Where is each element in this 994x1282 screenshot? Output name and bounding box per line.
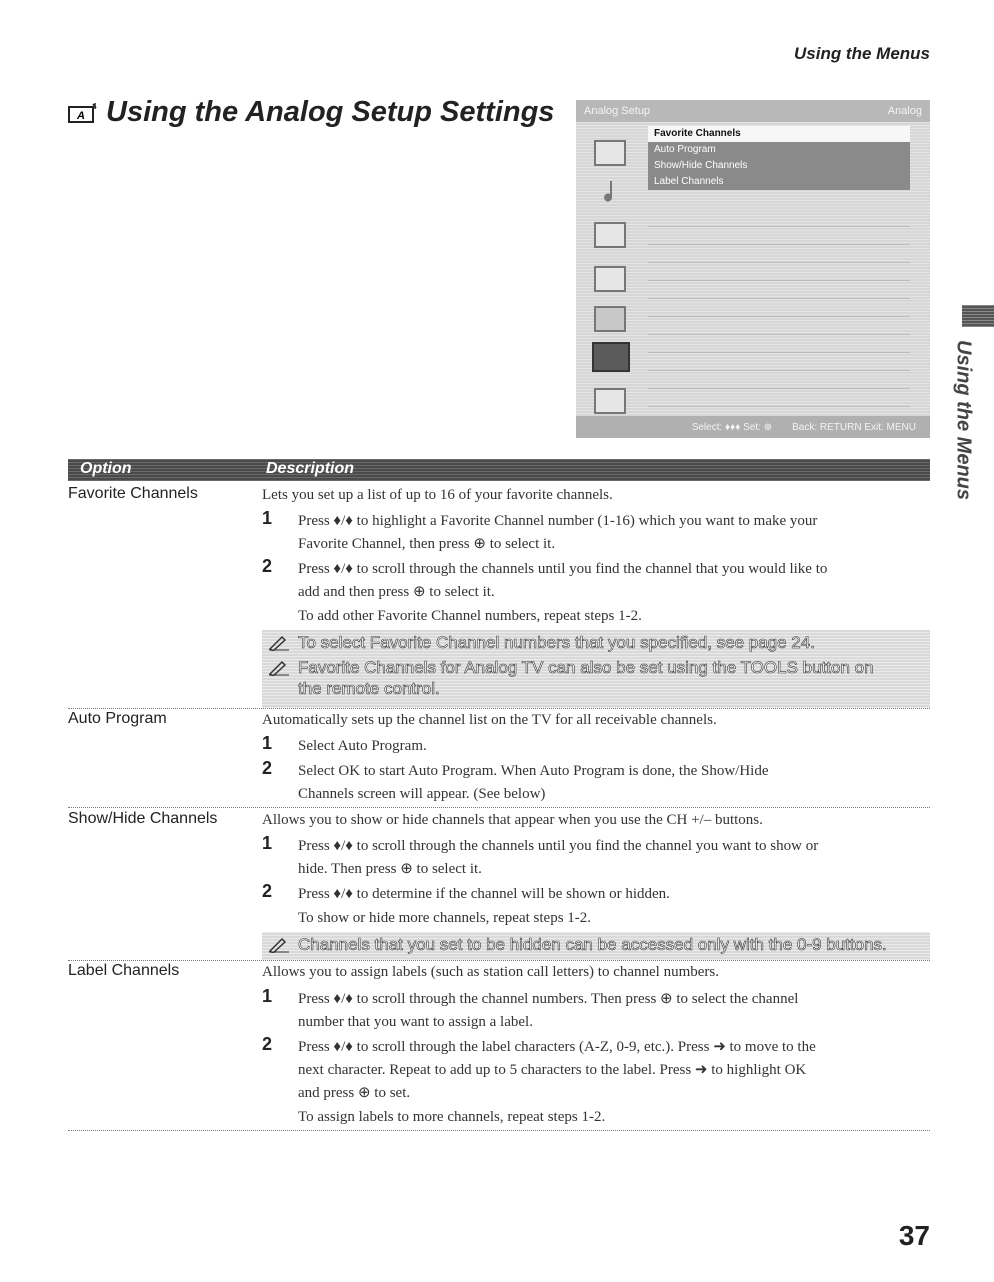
auto-step2-line2: Channels screen will appear. (See below): [298, 786, 546, 802]
page-number: 37: [898, 1220, 930, 1251]
auto-step2-number: 2: [262, 758, 273, 778]
label-step2-line2: next character. Repeat to add up to 5 characters to the label. Press ➜ to highlight OK: [298, 1062, 807, 1078]
showhide-after: To show or hide more channels, repeat steps 1-2.: [298, 910, 592, 926]
auto-step2-line1: Select OK to start Auto Program. When Auto Program is done, the Show/Hide: [298, 763, 769, 779]
favorite-note2: Favorite Channels for Analog TV can also be set using the TOOLS button on the remote control.: [262, 657, 930, 699]
favorite-note1: To select Favorite Channel numbers that you specified, see page 24.: [262, 632, 930, 653]
menu-digital-setup-icon: [594, 388, 626, 414]
header-option: Option: [80, 460, 132, 477]
menu-screen-icon: [594, 222, 626, 248]
menu-top-left: Analog Setup: [584, 105, 651, 117]
menu-setup-icon: [594, 266, 626, 292]
menu-bottom-select: Select: ♦♦♦ Set: ⊕: [691, 421, 773, 433]
side-tab: [950, 340, 976, 500]
row-divider: [68, 960, 930, 961]
row-divider: [68, 708, 930, 709]
favorite-step1-line1: Press ♦/♦ to highlight a Favorite Channel number (1-16) which you want to make your: [298, 513, 818, 529]
label-step1-number: 1: [262, 986, 273, 1006]
favorite-step2-line1: Press ♦/♦ to scroll through the channels until you find the channel that you would like to: [298, 561, 828, 577]
favorite-step2-line2: add and then press ⊕ to select it.: [298, 584, 495, 600]
note-pencil-icon: [268, 935, 290, 953]
menu-item-auto-program: Auto Program: [648, 142, 910, 158]
table-header: [68, 459, 930, 481]
label-step2-number: 2: [262, 1034, 273, 1054]
header-description: Description: [266, 460, 355, 477]
note-pencil-icon: [268, 658, 290, 676]
menu-bottom-back: Back: RETURN Exit: MENU: [792, 421, 916, 433]
row-divider: [68, 807, 930, 808]
favorite-step1-number: 1: [262, 508, 273, 528]
svg-text:A: A: [77, 109, 85, 122]
section-title-text: Using the Analog Setup Settings: [106, 96, 555, 128]
menu-item-label-channels: Label Channels: [648, 174, 910, 190]
auto-step1-line1: Select Auto Program.: [298, 738, 427, 754]
favorite-after: To add other Favorite Channel numbers, repeat steps 1-2.: [298, 608, 642, 624]
side-tab-marker: [962, 305, 994, 327]
menu-sound-icon: [594, 178, 626, 204]
showhide-step1-number: 1: [262, 833, 273, 853]
analog-setup-menu-screenshot: [576, 100, 930, 438]
option-auto-program: Auto Program: [68, 710, 167, 727]
menu-channel-icon: [594, 306, 626, 332]
label-intro: Allows you to assign labels (such as station call letters) to channel numbers.: [262, 964, 719, 980]
option-label-channels: Label Channels: [68, 962, 180, 979]
label-step2-line1: Press ♦/♦ to scroll through the label characters (A-Z, 0-9, etc.). Press ➜ to move to the: [298, 1039, 816, 1055]
menu-item-list: [648, 126, 910, 190]
row-divider: [68, 1130, 930, 1131]
auto-step1-number: 1: [262, 733, 273, 753]
label-step1-line1: Press ♦/♦ to scroll through the channel numbers. Then press ⊕ to select the channel: [298, 991, 799, 1007]
menu-top-bar: [576, 100, 930, 122]
auto-intro: Automatically sets up the channel list on the TV for all receivable channels.: [262, 712, 717, 728]
menu-item-show-hide-channels: Show/Hide Channels: [648, 158, 910, 174]
option-show-hide-channels: Show/Hide Channels: [68, 810, 218, 827]
menu-analog-setup-icon: [592, 342, 630, 372]
label-after: To assign labels to more channels, repeat steps 1-2.: [298, 1109, 606, 1125]
showhide-step2-line1: Press ♦/♦ to determine if the channel will be shown or hidden.: [298, 886, 670, 902]
label-step2-line3: and press ⊕ to set.: [298, 1085, 411, 1101]
favorite-step1-line2: Favorite Channel, then press ⊕ to select it.: [298, 536, 556, 552]
menu-picture-icon: [594, 140, 626, 166]
running-head: Using the Menus: [793, 44, 930, 63]
analog-setup-icon: [68, 102, 98, 124]
menu-item-favorite-channels: Favorite Channels: [648, 126, 910, 142]
option-favorite-channels: Favorite Channels: [68, 485, 198, 502]
showhide-notes: [262, 932, 930, 960]
side-tab-text: Using the Menus: [952, 340, 975, 501]
showhide-step2-number: 2: [262, 881, 273, 901]
favorite-intro: Lets you set up a list of up to 16 of your favorite channels.: [262, 487, 613, 503]
showhide-intro: Allows you to show or hide channels that appear when you use the CH +/– buttons.: [262, 812, 763, 828]
favorite-notes: [262, 630, 930, 708]
showhide-note1: Channels that you set to be hidden can be accessed only with the 0-9 buttons.: [262, 934, 930, 955]
label-step1-line2: number that you want to assign a label.: [298, 1014, 533, 1030]
showhide-step1-line2: hide. Then press ⊕ to select it.: [298, 861, 482, 877]
showhide-step1-line1: Press ♦/♦ to scroll through the channels until you find the channel you want to show or: [298, 838, 819, 854]
menu-bottom-bar: [576, 416, 930, 438]
favorite-step2-number: 2: [262, 556, 273, 576]
note-pencil-icon: [268, 633, 290, 651]
section-title: [68, 96, 554, 129]
menu-top-right: Analog: [887, 105, 922, 117]
